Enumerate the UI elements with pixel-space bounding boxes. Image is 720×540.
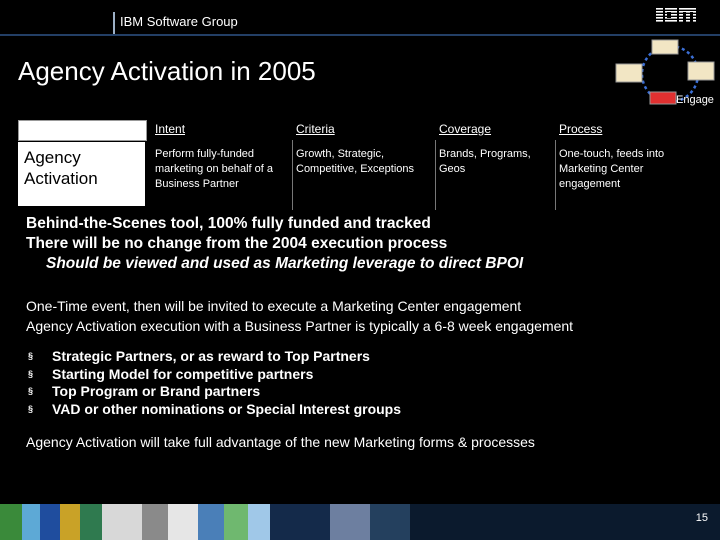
- ibm-logo: [656, 6, 696, 24]
- closing-statement: Agency Activation will take full advantage of the new Marketing forms & processes: [26, 434, 535, 450]
- column-intent: [155, 122, 283, 192]
- column-text: Perform fully-funded marketing on behalf of a Business Partner: [155, 148, 274, 190]
- description: [26, 296, 573, 336]
- key-point: Behind-the-Scenes tool, 100% fully funded and tracked: [26, 215, 431, 232]
- footer-tile: [40, 504, 60, 540]
- header-bar: [0, 0, 720, 36]
- column-process: [559, 122, 689, 192]
- bullet-icon: §: [28, 351, 34, 361]
- group-name: IBM Software Group: [120, 14, 238, 29]
- footer-tile: [80, 504, 102, 540]
- footer-tile: [198, 504, 224, 540]
- description-line: One-Time event, then will be invited to execute a Marketing Center engagement: [26, 298, 522, 314]
- header-divider: [113, 12, 115, 34]
- column-divider: [555, 140, 556, 210]
- bullet-list: [28, 348, 401, 418]
- engage-label: Engage: [676, 94, 714, 106]
- list-item: § VAD or other nominations or Special Interest groups: [28, 400, 402, 417]
- list-item: § Top Program or Brand partners: [28, 383, 261, 399]
- bullet-icon: §: [28, 403, 34, 414]
- footer-tile: [248, 504, 270, 540]
- footer-tile: [22, 504, 40, 540]
- slide-title: Agency Activation in 2005: [18, 56, 316, 86]
- column-text: Growth, Strategic, Competitive, Exceptions: [296, 148, 414, 175]
- column-header: Coverage: [439, 122, 492, 136]
- footer-tile: [142, 504, 168, 540]
- column-coverage: [439, 122, 551, 177]
- description-line: Agency Activation execution with a Business Partner is typically a 6-8 week engagement: [26, 318, 574, 334]
- key-points: [26, 214, 523, 274]
- key-point: There will be no change from the 2004 execution process: [26, 235, 448, 252]
- column-criteria: [296, 122, 434, 177]
- key-point-emphasis: Should be viewed and used as Marketing leverage to direct BPOI: [46, 255, 524, 272]
- footer-tile: [0, 504, 22, 540]
- bullet-icon: §: [28, 386, 34, 396]
- list-item: § Starting Model for competitive partners: [28, 365, 314, 382]
- list-item: § Strategic Partners, or as reward to Top Partners: [28, 348, 370, 364]
- table-header-corner: [18, 120, 147, 141]
- header-rule: [0, 34, 720, 36]
- column-header: Process: [559, 122, 603, 136]
- footer-tile: [330, 504, 370, 540]
- page-number: 15: [695, 512, 708, 524]
- column-header: Criteria: [296, 122, 335, 136]
- column-divider: [292, 140, 293, 210]
- footer-tile: [270, 504, 330, 540]
- column-text: Brands, Programs, Geos: [439, 148, 531, 175]
- row-label: Agency Activation: [18, 142, 145, 206]
- footer-tile: [60, 504, 80, 540]
- footer-tile: [102, 504, 142, 540]
- footer-tile: [224, 504, 248, 540]
- column-divider: [435, 140, 436, 210]
- footer-tile: [168, 504, 198, 540]
- footer-tile: [410, 504, 720, 540]
- footer-tile: [370, 504, 410, 540]
- column-header: Intent: [155, 122, 186, 136]
- bullet-icon: §: [28, 368, 34, 379]
- column-text: One-touch, feeds into Marketing Center engagement: [559, 148, 665, 190]
